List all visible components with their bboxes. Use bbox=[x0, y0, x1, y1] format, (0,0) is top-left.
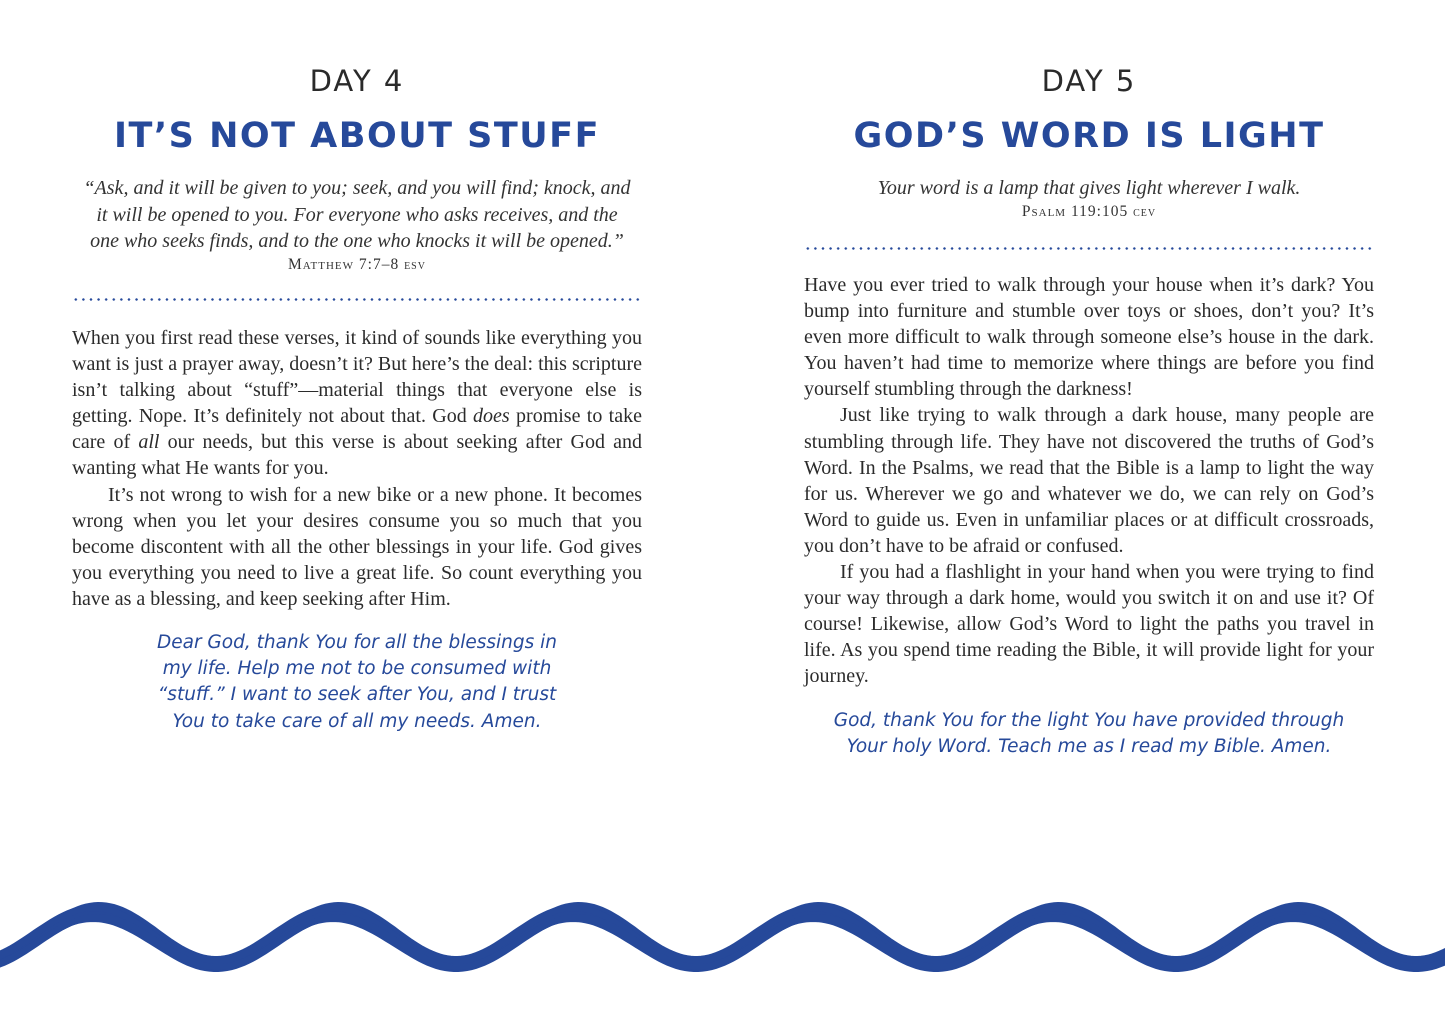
day-label: DAY 5 bbox=[1041, 64, 1137, 98]
body-paragraph: If you had a flashlight in your hand when you were trying to find your way through a dark home, would you switch it on and use it? Of course! Likewise, allow God’s Word to light the paths you travel in life. As you spend time reading the Bible, it will provide light for your journey. bbox=[804, 561, 1374, 688]
scripture-line: “Ask, and it will be given to you; seek, and you will find; knock, and bbox=[83, 177, 631, 199]
day-label: DAY 4 bbox=[309, 64, 405, 98]
citation-reference: Matthew 7:7–8 bbox=[288, 256, 400, 273]
devotion-body bbox=[804, 272, 1374, 690]
citation-version: cev bbox=[1133, 205, 1157, 220]
prayer bbox=[132, 630, 582, 735]
wave-border-icon bbox=[0, 880, 1445, 990]
prayer-line: my life. Help me not to be consumed with bbox=[162, 658, 552, 680]
body-paragraph: It’s not wrong to wish for a new bike or a new phone. It becomes wrong when you let your desires consume you so much that you become discontent with all the other blessings in your life. God gives you everything you need to live a great life. So count everything you have as a blessing, and keep seeking after Him. bbox=[72, 483, 642, 610]
prayer-line: God, thank You for the light You have provided through bbox=[833, 710, 1345, 731]
citation-version: esv bbox=[404, 258, 426, 273]
citation-reference: Psalm 119:105 bbox=[1021, 203, 1129, 220]
devotion-title: GOD’S WORD IS LIGHT bbox=[853, 116, 1325, 156]
dotted-divider bbox=[72, 298, 642, 301]
scripture-quote bbox=[804, 175, 1374, 202]
scripture-quote bbox=[72, 175, 642, 255]
scripture-line: it will be opened to you. For everyone who asks receives, and the bbox=[96, 203, 618, 226]
body-paragraph: When you first read these verses, it kind of sounds like everything you want is just a prayer away, doesn’t it? But here’s the deal: this scripture isn’t talking about “stuff”—material things that everyone else is getting. Nope. It’s definitely not about that. God does promise to take care of all our needs, but this verse is about seeking after God and wanting what He wants for you. bbox=[72, 327, 643, 480]
devotion-body bbox=[72, 325, 642, 612]
scripture-citation bbox=[72, 256, 642, 274]
prayer-line: Dear God, thank You for all the blessings in bbox=[156, 632, 558, 653]
prayer bbox=[804, 708, 1374, 760]
prayer-line: “stuff.” I want to seek after You, and I trust bbox=[157, 684, 557, 706]
prayer-line: Your holy Word. Teach me as I read my Bible. Amen. bbox=[846, 736, 1332, 758]
scripture-line: Your word is a lamp that gives light wherever I walk. bbox=[877, 177, 1301, 199]
devotion-title: IT’S NOT ABOUT STUFF bbox=[113, 116, 600, 156]
scripture-line: one who seeks finds, and to the one who knocks it will be opened.” bbox=[90, 230, 624, 252]
scripture-citation bbox=[804, 203, 1374, 221]
prayer-line: You to take care of all my needs. Amen. bbox=[172, 710, 542, 732]
body-paragraph: Just like trying to walk through a dark house, many people are stumbling through life. They have not discovered the truths of God’s Word. In the Psalms, we read that the Bible is a lamp to light the way for us. Wherever we go and whatever we do, we can rely on God’s Word to guide us. Even in unfamiliar places or at difficult crossroads, you don’t have to be afraid or confused. bbox=[804, 404, 1374, 557]
dotted-divider bbox=[804, 247, 1374, 250]
body-paragraph: Have you ever tried to walk through your house when it’s dark? You bump into furniture and stumble over toys or shoes, don’t you? It’s even more difficult to walk through someone else’s house in the dark. You haven’t had time to memorize where things are before you find yourself stumbling through the darkness! bbox=[804, 274, 1374, 401]
